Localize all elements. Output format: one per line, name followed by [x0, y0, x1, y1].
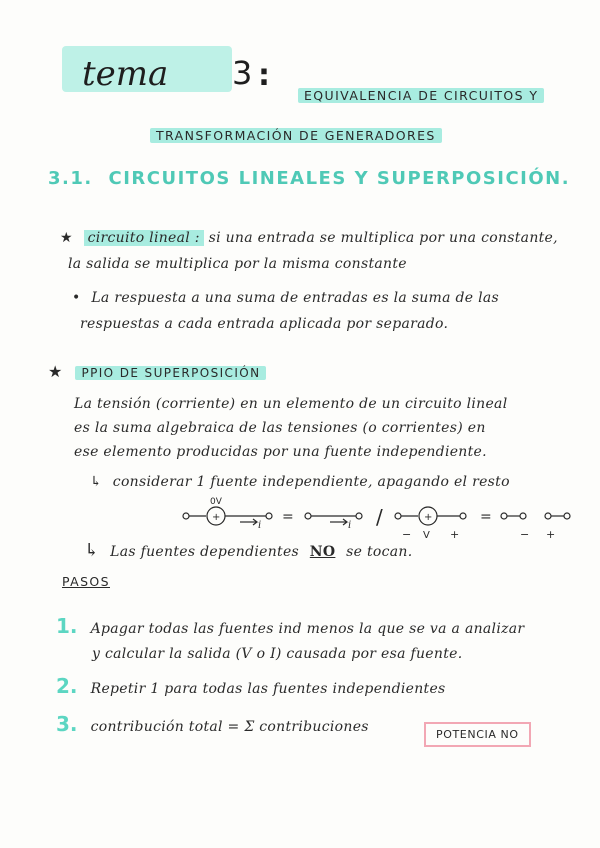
minus-2: − — [520, 528, 530, 541]
linear-def1: si una entrada se multiplica por una constante, — [208, 230, 558, 246]
potencia-note: POTENCIA NO — [424, 722, 531, 747]
subtitle-line1: EQUIVALENCIA DE CIRCUITOS Y — [298, 88, 544, 103]
ppio-line2: es la suma algebraica de las tensiones (o corrientes) en — [74, 420, 486, 436]
bullet-icon: • — [72, 290, 81, 306]
step-2: 2. Repetir 1 para todas las fuentes independientes — [56, 674, 446, 698]
star-icon: ★ — [48, 362, 63, 381]
dependent-no: NO — [309, 544, 336, 560]
tema-title — [62, 42, 272, 102]
section-number: 3.1. — [48, 168, 93, 189]
linear-term: circuito lineal : — [84, 230, 204, 246]
consider-line: ↳ considerar 1 fuente independiente, apagando el resto — [90, 474, 510, 490]
step-1-line2: y calcular la salida (V o I) causada por esa fuente. — [92, 646, 463, 662]
linear-line2: la salida se multiplica por la misma constante — [68, 256, 407, 272]
step-3: 3. contribución total = Σ contribuciones — [56, 712, 369, 736]
source-plus-2: + — [424, 512, 433, 523]
ppio-line3: ese elemento producidas por una fuente independiente. — [74, 444, 487, 460]
step-1: 1. Apagar todas las fuentes ind menos la que se va a analizar — [56, 614, 525, 638]
current-label-1: i — [258, 520, 262, 531]
equals-1: = — [282, 509, 294, 525]
source-plus: + — [212, 512, 221, 523]
ppio-line1: La tensión (corriente) en un elemento de un circuito lineal — [74, 396, 508, 412]
section-heading — [48, 168, 570, 189]
pasos-heading: PASOS — [62, 574, 110, 589]
slash: / — [376, 505, 383, 529]
plus-1: + — [450, 528, 460, 541]
tema-colon: : — [258, 58, 270, 93]
tema-word: tema — [82, 54, 169, 94]
plus-2: + — [546, 528, 556, 541]
source-label: 0V — [210, 497, 222, 507]
arrow-icon: ↳ — [84, 540, 100, 561]
voltage-label: V — [423, 530, 430, 541]
tema-number: 3 — [232, 54, 253, 92]
minus-1: − — [402, 528, 412, 541]
ppio-heading: ★ PPIO DE SUPERPOSICIÓN — [48, 362, 266, 381]
linear-line1 — [60, 230, 558, 246]
equals-2: = — [480, 509, 492, 525]
star-icon: ★ — [60, 230, 73, 246]
linear-sub2: respuestas a cada entrada aplicada por separado. — [80, 316, 449, 332]
dependent-line: ↳ Las fuentes dependientes NO se tocan. — [84, 540, 413, 561]
subtitle-line2: TRANSFORMACIÓN DE GENERADORES — [150, 128, 442, 143]
arrow-icon: ↳ — [90, 474, 103, 490]
linear-sub1: • La respuesta a una suma de entradas es la suma de las — [72, 290, 500, 306]
section-title: CIRCUITOS LINEALES Y SUPERPOSICIÓN. — [108, 168, 571, 189]
superposition-diagram — [170, 494, 590, 544]
current-label-2: i — [348, 520, 352, 531]
